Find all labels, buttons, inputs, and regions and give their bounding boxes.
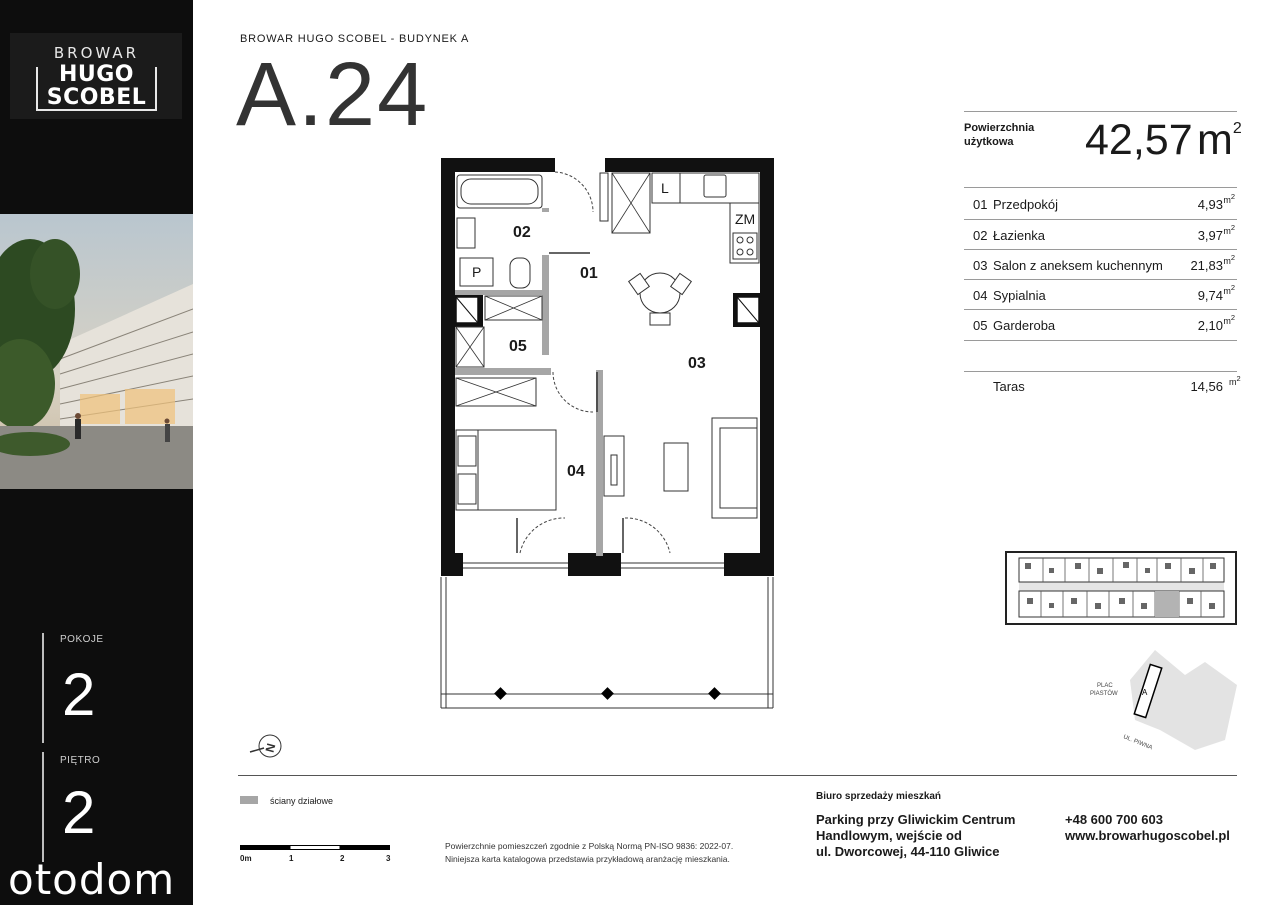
bed [456,430,556,510]
website-link[interactable]: www.browarhugoscobel.pl [1065,828,1230,843]
project-name: BROWAR HUGO SCOBEL - BUDYNEK A [240,33,470,45]
floor-value: 2 [62,779,96,846]
table-rule [964,187,1237,188]
compass [248,730,288,770]
otodom-watermark: otodom [8,855,176,904]
room-label-04: 04 [567,463,585,480]
highlighted-unit [1155,591,1179,617]
scale-tick-3: 3 [386,854,391,863]
logo-scobel: SCOBEL [46,85,147,110]
phone-link[interactable]: +48 600 700 603 [1065,812,1163,827]
logo-hugo: HUGO [58,62,135,87]
table-rule-top [964,111,1237,112]
compass-n: N [262,741,279,754]
room-label-03: 03 [688,355,706,372]
table-rule [964,340,1237,341]
room-label-01: 01 [580,265,598,282]
site-building-label: A [1142,688,1148,697]
living-furniture [604,418,757,518]
site-plac-label-2: PIASTÓW [1090,691,1118,697]
room-row: 04 Sypialnia 9,74 $m^2$ [973,283,1235,303]
sidebar [0,0,193,905]
room-label-05: 05 [509,338,527,355]
legend-swatch [240,796,258,804]
scale-tick-0: 0m [240,854,252,863]
room-row: 02 Łazienka 3,97 $m^2$ [973,223,1235,243]
office-address-3: ul. Dworcowej, 44-110 Gliwice [816,844,1000,859]
room-row: 05 Garderoba 2,10 $m^2$ [973,313,1235,333]
total-area-value: 42,57 [1085,116,1193,164]
terrace-unit: $m^2$ [1229,374,1241,387]
total-area-label: Powierzchnia użytkowa [964,122,1035,148]
site-plac-label: PLAC [1097,683,1113,689]
rooms-value: 2 [62,661,96,728]
office-address-1: Parking przy Gliwickim Centrum [816,812,1016,827]
terrace-area: 14,56 [1190,379,1223,394]
l-label: L [661,180,669,196]
room-row: 01 Przedpokój 4,93 $m^2$ [973,192,1235,212]
scale-tick-2: 2 [340,854,345,863]
office-address-2: Handlowym, wejście od [816,828,962,843]
dining-table [629,273,692,325]
table-rule [964,371,1237,372]
p-label: P [472,264,482,280]
site-street-label: UL. PIWNA [1122,734,1153,752]
unit-code: A.24 [236,45,430,145]
total-area-unit: $m^2$ [1197,116,1242,164]
floor-label: PIĘTRO [60,755,101,766]
logo-browar: BROWAR [53,44,140,62]
sales-office-title: Biuro sprzedaży mieszkań [816,791,942,802]
building-photo [0,214,193,489]
rooms-label: POKOJE [60,634,104,645]
room-label-02: 02 [513,224,531,241]
rooms-divider [42,633,44,743]
room-row: 03 Salon z aneksem kuchennym 21,83 $m^2$ [973,253,1235,273]
site-map [1085,640,1240,765]
floor-divider [42,752,44,862]
terrace-name: Taras [993,379,1025,394]
arrangement-note: Niniejsza karta katalogowa przedstawia przykładową aranżację mieszkania. [445,854,730,864]
scale-bar [240,845,390,850]
scale-tick-1: 1 [289,854,294,863]
floor-plan [430,150,790,720]
footer-rule [238,775,1237,776]
legend-text: ściany działowe [270,796,334,806]
building-key-plan [1005,548,1237,628]
zm-label: ZM [735,211,756,227]
area-norm-note: Powierzchnie pomieszczeń zgodnie z Polską Normą PN-ISO 9836: 2022-07. [445,841,734,851]
